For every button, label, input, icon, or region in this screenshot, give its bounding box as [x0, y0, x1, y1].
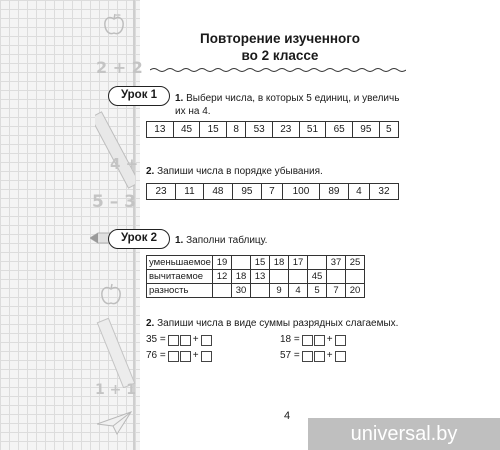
row-label: разность	[147, 284, 213, 298]
task-number: 1.	[175, 235, 184, 246]
table-cell: 25	[346, 256, 365, 270]
number-cell: 95	[232, 184, 261, 200]
number-cell: 7	[261, 184, 282, 200]
lesson-1-task-1-line2: их на 4.	[175, 106, 211, 117]
lesson-1-badge: Урок 1	[108, 86, 170, 106]
table-cell: 9	[270, 284, 289, 298]
table-cell: 4	[289, 284, 308, 298]
plus-sign: +	[192, 350, 199, 361]
number-cell: 95	[353, 122, 380, 138]
row-label: вычитаемое	[147, 270, 213, 284]
answer-box	[168, 351, 179, 362]
table-cell	[270, 270, 289, 284]
equation-left: 18 =	[280, 334, 300, 345]
plus-sign: +	[192, 334, 199, 345]
equation-row	[280, 350, 346, 362]
lesson-2-badge: Урок 2	[108, 229, 170, 249]
table-cell: 18	[270, 256, 289, 270]
answer-box	[168, 335, 179, 346]
lesson-1-task-1	[175, 92, 410, 105]
number-cell: 23	[272, 122, 299, 138]
table-cell	[308, 256, 327, 270]
ruler-icon	[95, 110, 135, 190]
equation-left: 57 =	[280, 350, 300, 361]
task-text: Заполни таблицу.	[186, 235, 268, 246]
paper-plane-icon	[97, 410, 133, 436]
plus-sign: +	[326, 350, 333, 361]
table-row	[147, 270, 365, 284]
answer-box	[302, 351, 313, 362]
strip-deco-text: 2 + 2	[96, 58, 143, 77]
number-strip-task-1	[146, 121, 399, 138]
answer-box	[335, 351, 346, 362]
equation-row	[146, 350, 212, 362]
number-cell: 32	[369, 184, 398, 200]
apple-icon	[103, 12, 125, 36]
task-number: 2.	[146, 318, 155, 329]
task-text: Запиши числа в порядке убывания.	[157, 166, 323, 177]
watermark: universal.by	[308, 418, 500, 450]
subtraction-table	[146, 255, 365, 298]
table-cell: 37	[327, 256, 346, 270]
table-cell	[232, 256, 251, 270]
number-cell: 65	[326, 122, 353, 138]
equation-row	[146, 334, 212, 346]
task-number: 1.	[175, 93, 184, 104]
number-cell: 13	[147, 122, 174, 138]
answer-box	[302, 335, 313, 346]
answer-box	[180, 351, 191, 362]
lesson-2-task-1	[175, 234, 375, 247]
table-cell	[289, 270, 308, 284]
title-wave-divider	[150, 67, 406, 73]
page-title: Повторение изученного	[200, 31, 360, 46]
table-cell: 15	[251, 256, 270, 270]
number-cell: 23	[147, 184, 176, 200]
strip-deco-text: 4 +	[110, 155, 139, 173]
table-cell: 30	[232, 284, 251, 298]
number-cell: 53	[246, 122, 273, 138]
table-cell: 12	[213, 270, 232, 284]
lesson-2-task-2	[146, 317, 406, 330]
answer-box	[314, 335, 325, 346]
equation-row	[280, 334, 346, 346]
table-cell	[251, 284, 270, 298]
strip-deco-text: 5 – 3	[92, 192, 136, 212]
answer-box	[201, 335, 212, 346]
row-label: уменьшаемое	[147, 256, 213, 270]
table-cell: 17	[289, 256, 308, 270]
page-number: 4	[284, 410, 291, 422]
ruler-icon	[96, 318, 136, 388]
task-number: 2.	[146, 166, 155, 177]
task-text: Запиши числа в виде суммы разрядных слагаемых.	[157, 318, 399, 329]
table-cell: 20	[346, 284, 365, 298]
table-cell: 18	[232, 270, 251, 284]
equation-left: 76 =	[146, 350, 166, 361]
task-text: Выбери числа, в которых 5 единиц, и увеличь	[186, 93, 400, 104]
lesson-1-task-2	[146, 165, 406, 178]
table-cell: 7	[327, 284, 346, 298]
table-cell: 13	[251, 270, 270, 284]
table-row	[147, 256, 365, 270]
plus-sign: +	[326, 334, 333, 345]
number-cell: 100	[282, 184, 319, 200]
number-cell: 48	[203, 184, 232, 200]
page-subtitle: во 2 классе	[241, 48, 319, 63]
answer-box	[180, 335, 191, 346]
table-cell: 45	[308, 270, 327, 284]
number-cell: 15	[200, 122, 227, 138]
table-cell: 19	[213, 256, 232, 270]
answer-box	[314, 351, 325, 362]
table-cell	[346, 270, 365, 284]
table-cell: 5	[308, 284, 327, 298]
number-cell: 5	[379, 122, 398, 138]
number-cell: 45	[173, 122, 200, 138]
number-cell: 4	[348, 184, 369, 200]
table-row	[147, 284, 365, 298]
table-cell	[327, 270, 346, 284]
number-cell: 8	[227, 122, 246, 138]
strip-deco-text: 1 + 1	[95, 382, 136, 398]
number-cell: 11	[176, 184, 204, 200]
apple-icon	[100, 282, 122, 306]
number-cell: 51	[299, 122, 326, 138]
number-cell: 89	[319, 184, 348, 200]
answer-box	[201, 351, 212, 362]
number-strip-task-2	[146, 183, 399, 200]
answer-box	[335, 335, 346, 346]
table-cell	[213, 284, 232, 298]
equation-left: 35 =	[146, 334, 166, 345]
